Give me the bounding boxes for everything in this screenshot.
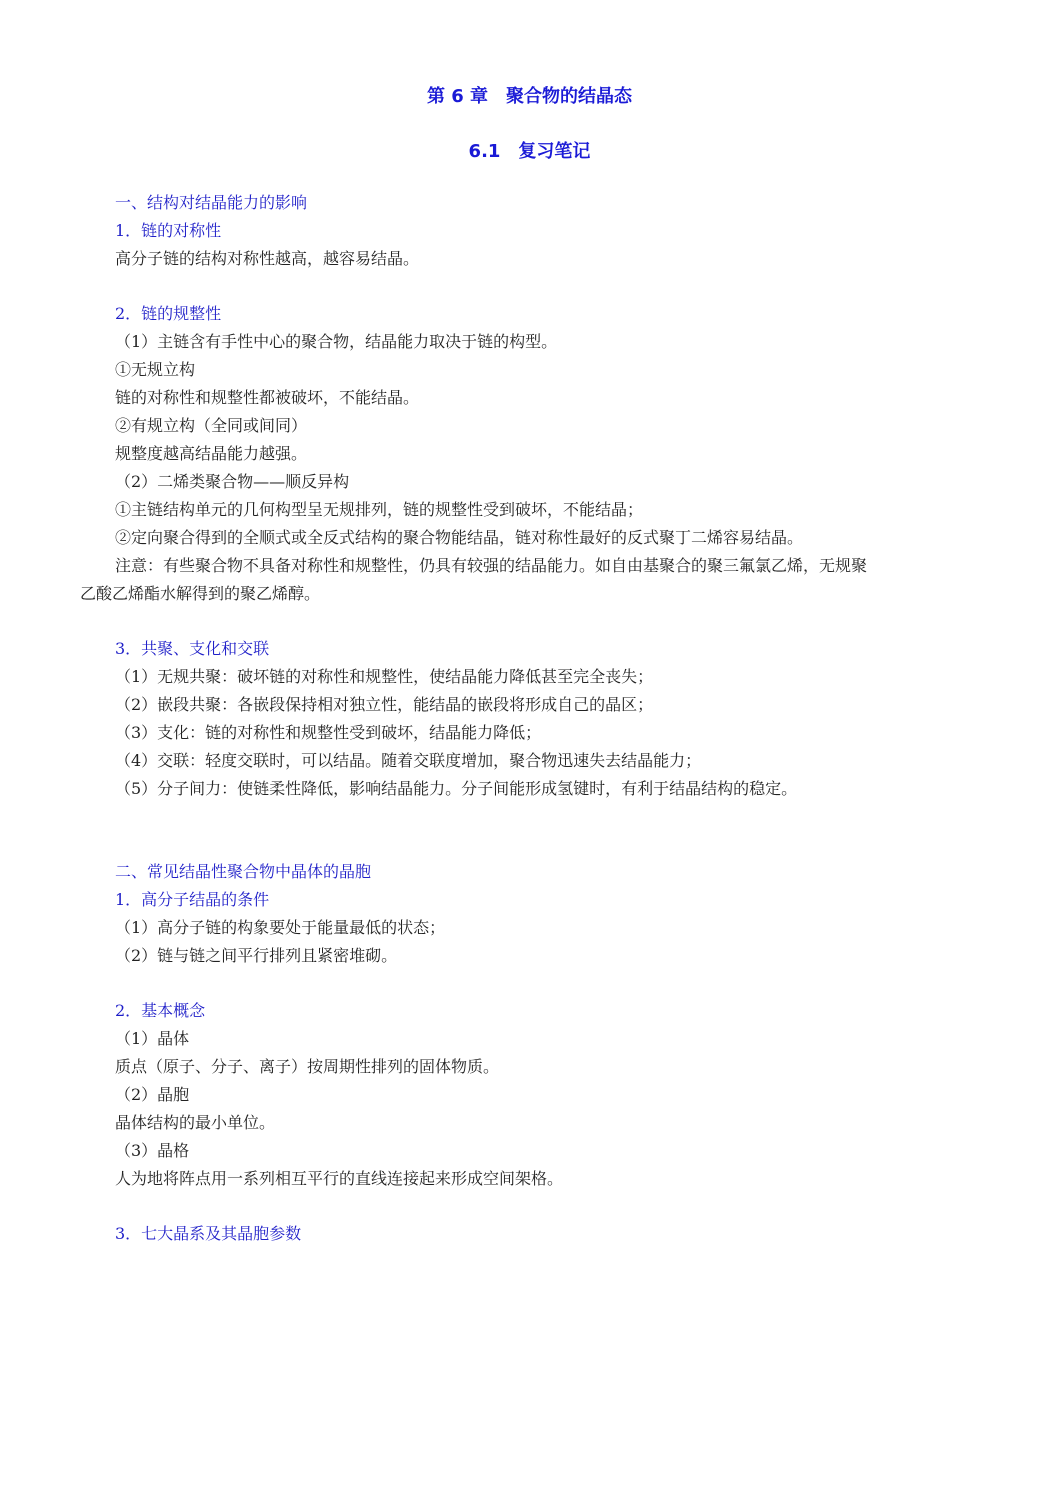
part1-s3-line: （5）分子间力：使链柔性降低，影响结晶能力。分子间能形成氢键时，有利于结晶结构的稳定。 <box>115 779 798 798</box>
part1-s3-heading: 3．共聚、支化和交联 <box>115 639 270 658</box>
part1-s1-text: 高分子链的结构对称性越高，越容易结晶。 <box>115 249 420 268</box>
part2-s2-line: 质点（原子、分子、离子）按周期性排列的固体物质。 <box>115 1057 500 1076</box>
document-body <box>80 189 995 1248</box>
part1-s1-heading: 1．链的对称性 <box>115 221 222 240</box>
chapter-title: 第 6 章 聚合物的结晶态 <box>426 86 633 107</box>
part1-s2-line: ①主链结构单元的几何构型呈无规排列，链的规整性受到破坏，不能结晶； <box>115 500 644 519</box>
part1-s3-line: （1）无规共聚：破坏链的对称性和规整性，使结晶能力降低甚至完全丧失； <box>115 667 654 686</box>
part1-s2-line: 链的对称性和规整性都被破坏，不能结晶。 <box>115 388 420 407</box>
part1-s3-line: （4）交联：轻度交联时，可以结晶。随着交联度增加，聚合物迅速失去结晶能力； <box>115 751 702 770</box>
section-title: 6.1 复习笔记 <box>468 141 591 162</box>
part1-s2-line: 规整度越高结晶能力越强。 <box>115 444 308 463</box>
part2-s2-line: 人为地将阵点用一系列相互平行的直线连接起来形成空间架格。 <box>115 1169 564 1188</box>
part2-s1-line: （2）链与链之间平行排列且紧密堆砌。 <box>115 946 398 965</box>
part1-s2-line: ①无规立构 <box>115 360 196 379</box>
part1-s2-line: ②定向聚合得到的全顺式或全反式结构的聚合物能结晶，链对称性最好的反式聚丁二烯容易结晶。 <box>115 528 804 547</box>
part2-s2-line: 晶体结构的最小单位。 <box>115 1113 276 1132</box>
part1-s2-line: （2）二烯类聚合物——顺反异构 <box>115 472 350 491</box>
part1-s3-line: （2）嵌段共聚：各嵌段保持相对独立性，能结晶的嵌段将形成自己的晶区； <box>115 695 654 714</box>
part2-s2-line: （3）晶格 <box>115 1141 190 1160</box>
part1-s2-heading: 2．链的规整性 <box>115 304 222 323</box>
part1-heading: 一、结构对结晶能力的影响 <box>115 193 308 212</box>
part1-s2-line: （1）主链含有手性中心的聚合物，结晶能力取决于链的构型。 <box>115 332 558 351</box>
part2-s1-heading: 1．高分子结晶的条件 <box>115 890 270 909</box>
part2-heading: 二、常见结晶性聚合物中晶体的晶胞 <box>115 862 372 881</box>
part2-s2-heading: 2．基本概念 <box>115 1001 206 1020</box>
part2-s2-line: （2）晶胞 <box>115 1085 190 1104</box>
part2-s2-line: （1）晶体 <box>115 1029 190 1048</box>
part1-s3-line: （3）支化：链的对称性和规整性受到破坏，结晶能力降低； <box>115 723 542 742</box>
part2-s1-line: （1）高分子链的构象要处于能量最低的状态； <box>115 918 446 937</box>
part1-s2-line: ②有规立构（全同或间同） <box>115 416 308 435</box>
part1-s2-note: 注意：有些聚合物不具备对称性和规整性，仍具有较强的结晶能力。如自由基聚合的聚三氟氯乙烯，无规聚 <box>115 556 868 575</box>
part2-s3-heading: 3．七大晶系及其晶胞参数 <box>115 1224 302 1243</box>
part1-s2-note-cont: 乙酸乙烯酯水解得到的聚乙烯醇。 <box>80 584 321 603</box>
